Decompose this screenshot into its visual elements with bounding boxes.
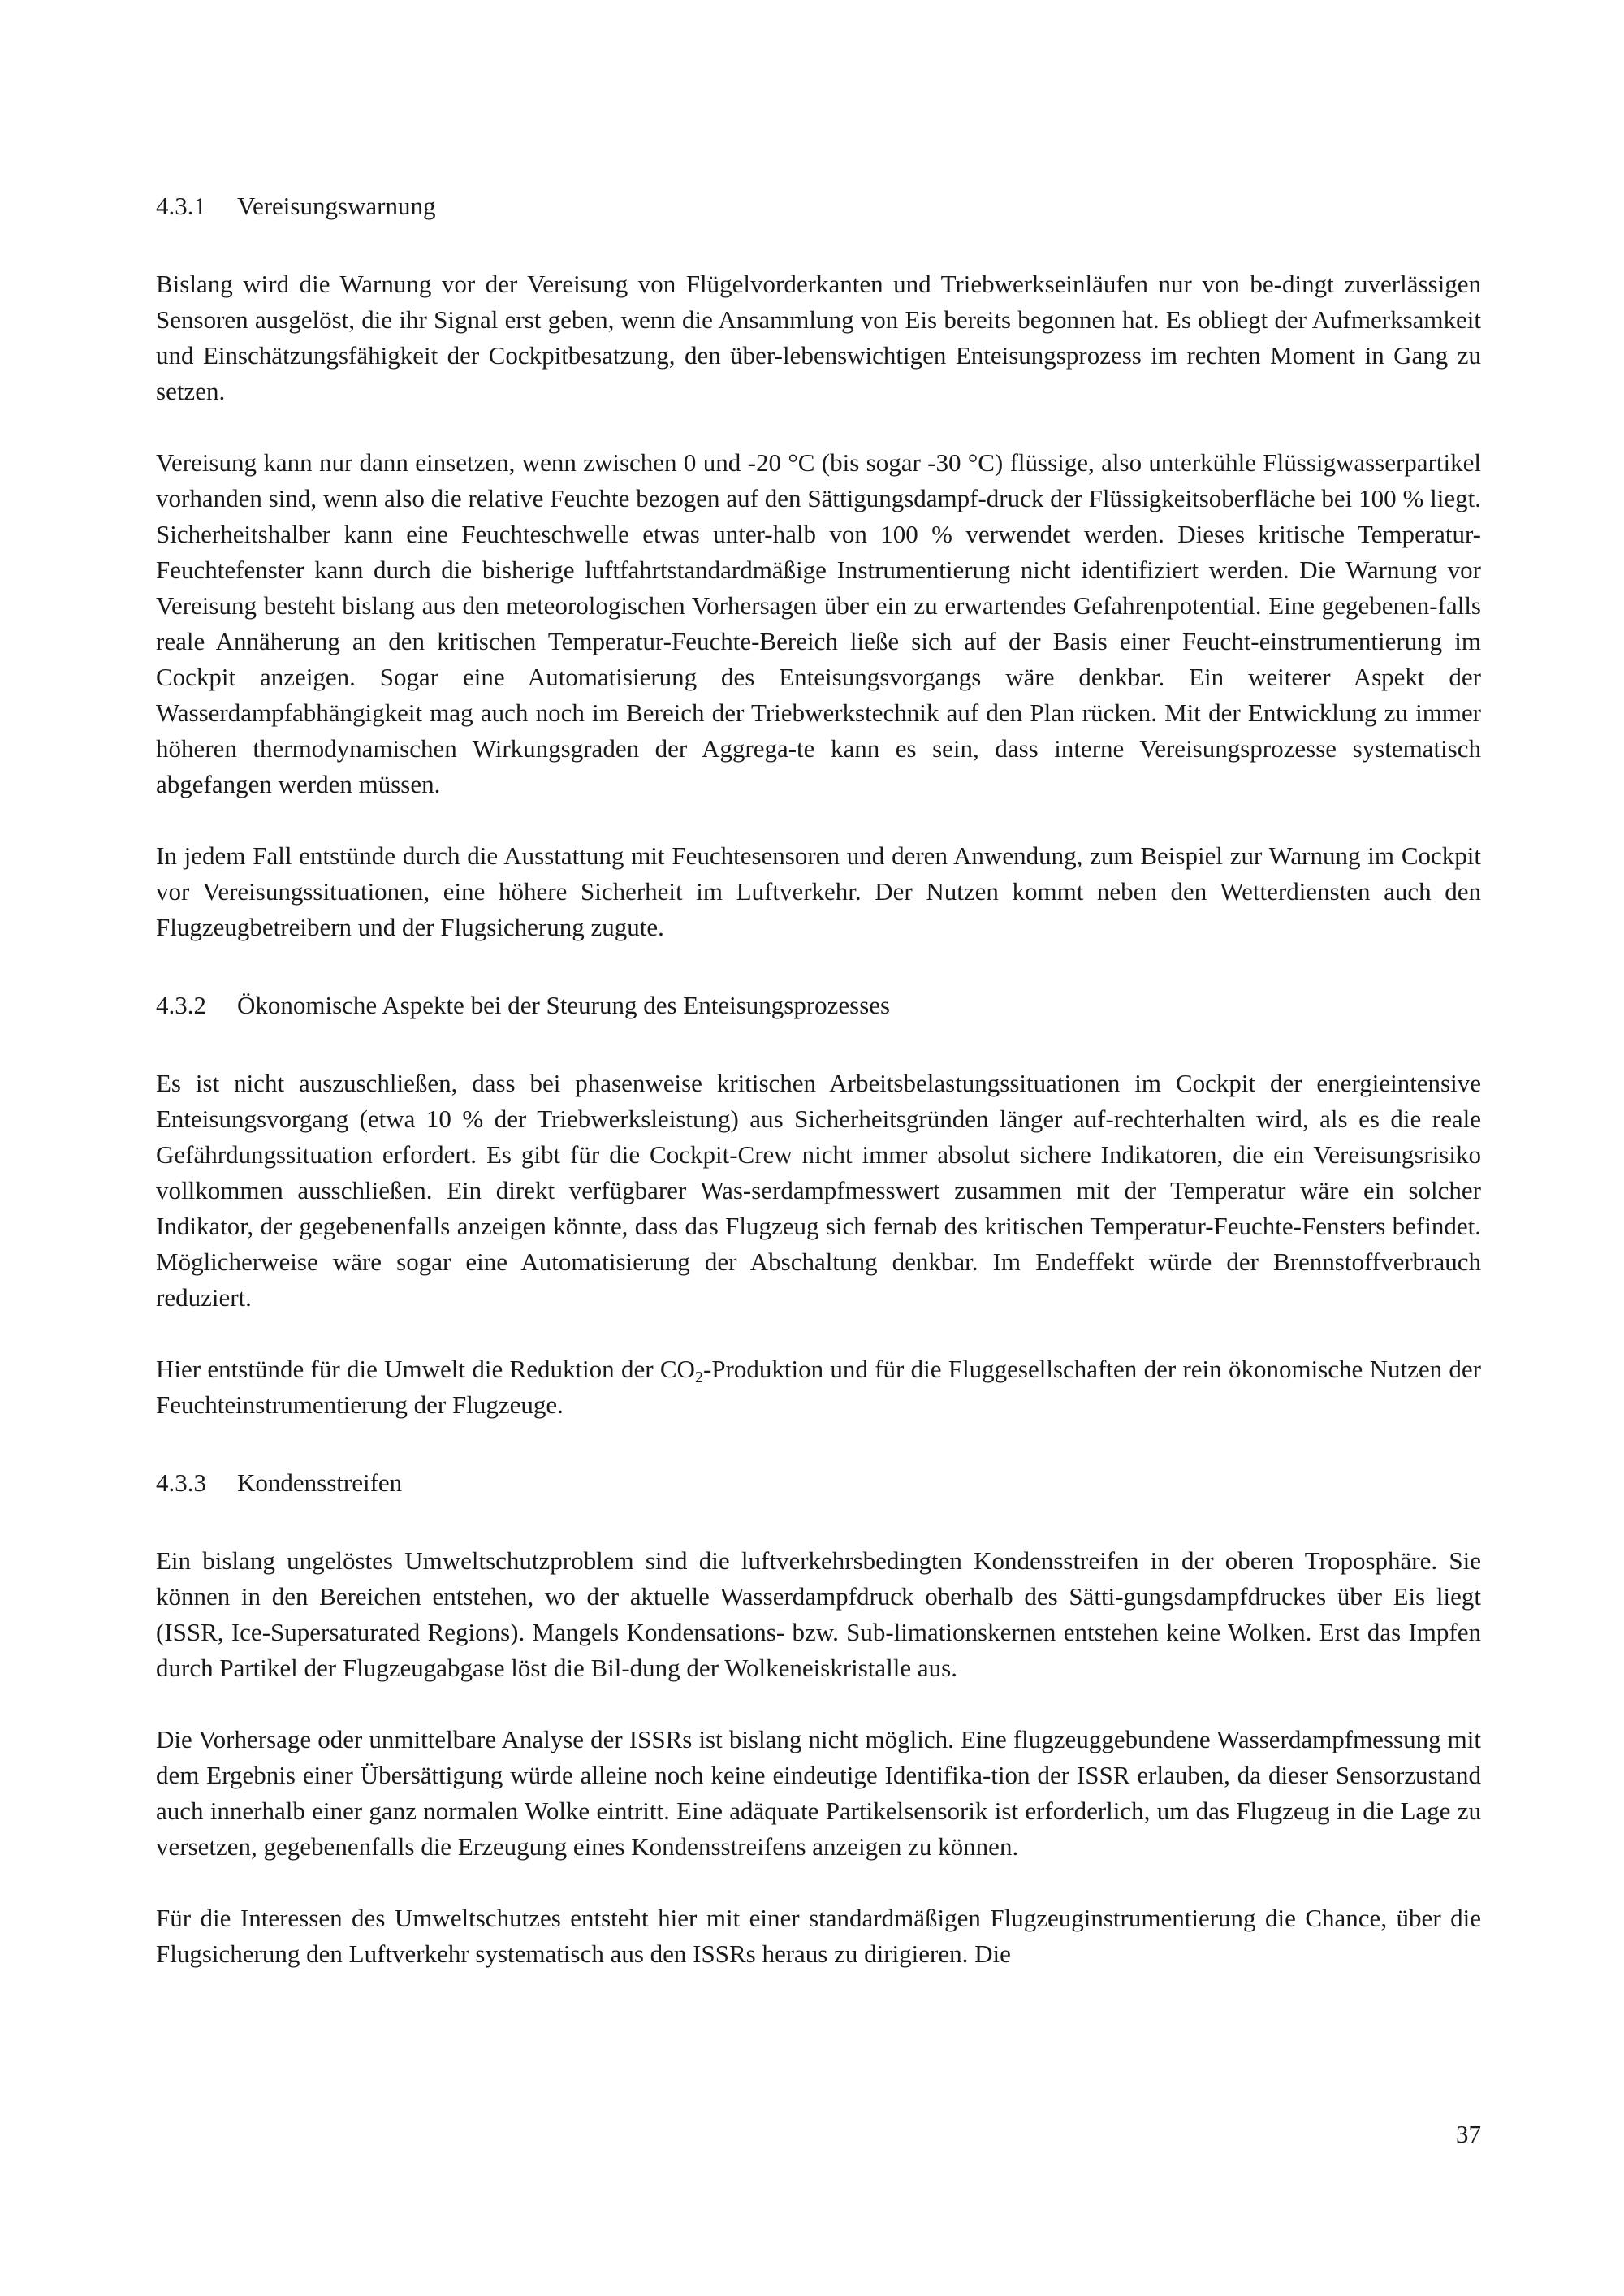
paragraph: Vereisung kann nur dann einsetzen, wenn zwischen 0 und -20 °C (bis sogar -30 °C) flüssige, also unterkühle Flüssigwasserpartikel vorhanden sind, wenn also die relative Feuchte bezogen auf den Sättigungsdampf-druck der Flüssigkeitsoberfläche bei 100 % liegt. Sicherheitshalber kann eine Feuchteschwelle etwas unter-halb von 100 % verwendet werden. Dieses kritische Temperatur-Feuchtefenster kann durch die bisherige luftfahrtstandardmäßige Instrumentierung nicht identifiziert werden. Die Warnung vor Vereisung besteht bislang aus den meteorologischen Vorhersagen über ein zu erwartendes Gefahrenpotential. Eine gegebenen-falls reale Annäherung an den kritischen Temperatur-Feuchte-Bereich ließe sich auf der Basis einer Feucht-einstrumentierung im Cockpit anzeigen. Sogar eine Automatisierung des Enteisungsvorgangs wäre denkbar. Ein weiterer Aspekt der Wasserdampfabhängigkeit mag auch noch im Bereich der Triebwerkstechnik auf den Plan rücken. Mit der Entwicklung zu immer höheren thermodynamischen Wirkungsgraden der Aggrega-te kann es sein, dass interne Vereisungsprozesse systematisch abgefangen werden müssen.: [156, 448, 1481, 798]
section-number: 4.3.1: [156, 192, 206, 220]
text-run: Hier entstünde für die Umwelt die Reduktion der CO: [156, 1355, 695, 1383]
paragraph: In jedem Fall entstünde durch die Ausstattung mit Feuchtesensoren und deren Anwendung, zum Beispiel zur Warnung im Cockpit vor Vereisungssituationen, eine höhere Sicherheit im Luftverkehr. Der Nutzen kommt neben den Wetterdiensten auch den Flugzeugbetreibern und der Flugsicherung zugute.: [156, 841, 1481, 941]
page-number: 37: [1456, 2120, 1481, 2148]
page-content: [156, 188, 1481, 1972]
text-run: -Produktion und für die Fluggesellschaften der rein ökonomische Nutzen der Feuchteinstrumentierung der Flugzeuge.: [156, 1355, 1481, 1419]
section-number: 4.3.2: [156, 991, 206, 1019]
subscript: 2: [694, 1369, 703, 1386]
section-title: Kondensstreifen: [237, 1468, 403, 1497]
paragraph: Ein bislang ungelöstes Umweltschutzproblem sind die luftverkehrsbedingten Kondensstreifen in der oberen Troposphäre. Sie können in den Bereichen entstehen, wo der aktuelle Wasserdampfdruck oberhalb des Sätti-gungsdampfdruckes über Eis liegt (ISSR, Ice-Supersaturated Regions). Mangels Kondensations- bzw. Sub-limationskernen entstehen keine Wolken. Erst das Impfen durch Partikel der Flugzeugabgase löst die Bil-dung der Wolkeneiskristalle aus.: [156, 1546, 1481, 1682]
paragraph: Es ist nicht auszuschließen, dass bei phasenweise kritischen Arbeitsbelastungssituationen im Cockpit der energieintensive Enteisungsvorgang (etwa 10 % der Triebwerksleistung) aus Sicherheitsgründen länger auf-rechterhalten wird, als es die reale Gefährdungssituation erfordert. Es gibt für die Cockpit-Crew nicht immer absolut sichere Indikatoren, die ein Vereisungsrisiko vollkommen ausschließen. Ein direkt verfügbarer Was-serdampfmesswert zusammen mit der Temperatur wäre ein solcher Indikator, der gegebenenfalls anzeigen könnte, dass das Flugzeug sich fernab des kritischen Temperatur-Feuchte-Fensters befindet. Möglicherweise wäre sogar eine Automatisierung der Abschaltung denkbar. Im Endeffekt würde der Brennstoffverbrauch reduziert.: [156, 1069, 1481, 1312]
section-heading-4-3-3: [156, 1465, 1481, 1501]
section-title: Ökonomische Aspekte bei der Steurung des Enteisungsprozesses: [237, 991, 891, 1019]
section-title: Vereisungswarnung: [237, 192, 436, 220]
paragraph-co2: [156, 1351, 1481, 1423]
section-number: 4.3.3: [156, 1468, 206, 1497]
paragraph: Bislang wird die Warnung vor der Vereisung von Flügelvorderkanten und Triebwerkseinläufen nur von be-dingt zuverlässigen Sensoren ausgelöst, die ihr Signal erst geben, wenn die Ansammlung von Eis bereits begonnen hat. Es obliegt der Aufmerksamkeit und Einschätzungsfähigkeit der Cockpitbesatzung, den über-lebenswichtigen Enteisungsprozess im rechten Moment in Gang zu setzen.: [156, 270, 1481, 405]
paragraph: Die Vorhersage oder unmittelbare Analyse der ISSRs ist bislang nicht möglich. Eine flugzeuggebundene Wasserdampfmessung mit dem Ergebnis einer Übersättigung würde alleine noch keine eindeutige Identifika-tion der ISSR erlauben, da dieser Sensorzustand auch innerhalb einer ganz normalen Wolke eintritt. Eine adäquate Partikelsensorik ist erforderlich, um das Flugzeug in die Lage zu versetzen, gegebenenfalls die Erzeugung eines Kondensstreifens anzeigen zu können.: [156, 1725, 1481, 1861]
section-heading-4-3-2: [156, 988, 1481, 1023]
paragraph: Für die Interessen des Umweltschutzes entsteht hier mit einer standardmäßigen Flugzeuginstrumentierung die Chance, über die Flugsicherung den Luftverkehr systematisch aus den ISSRs heraus zu dirigieren. Die: [156, 1904, 1481, 1968]
section-heading-4-3-1: [156, 188, 1481, 224]
